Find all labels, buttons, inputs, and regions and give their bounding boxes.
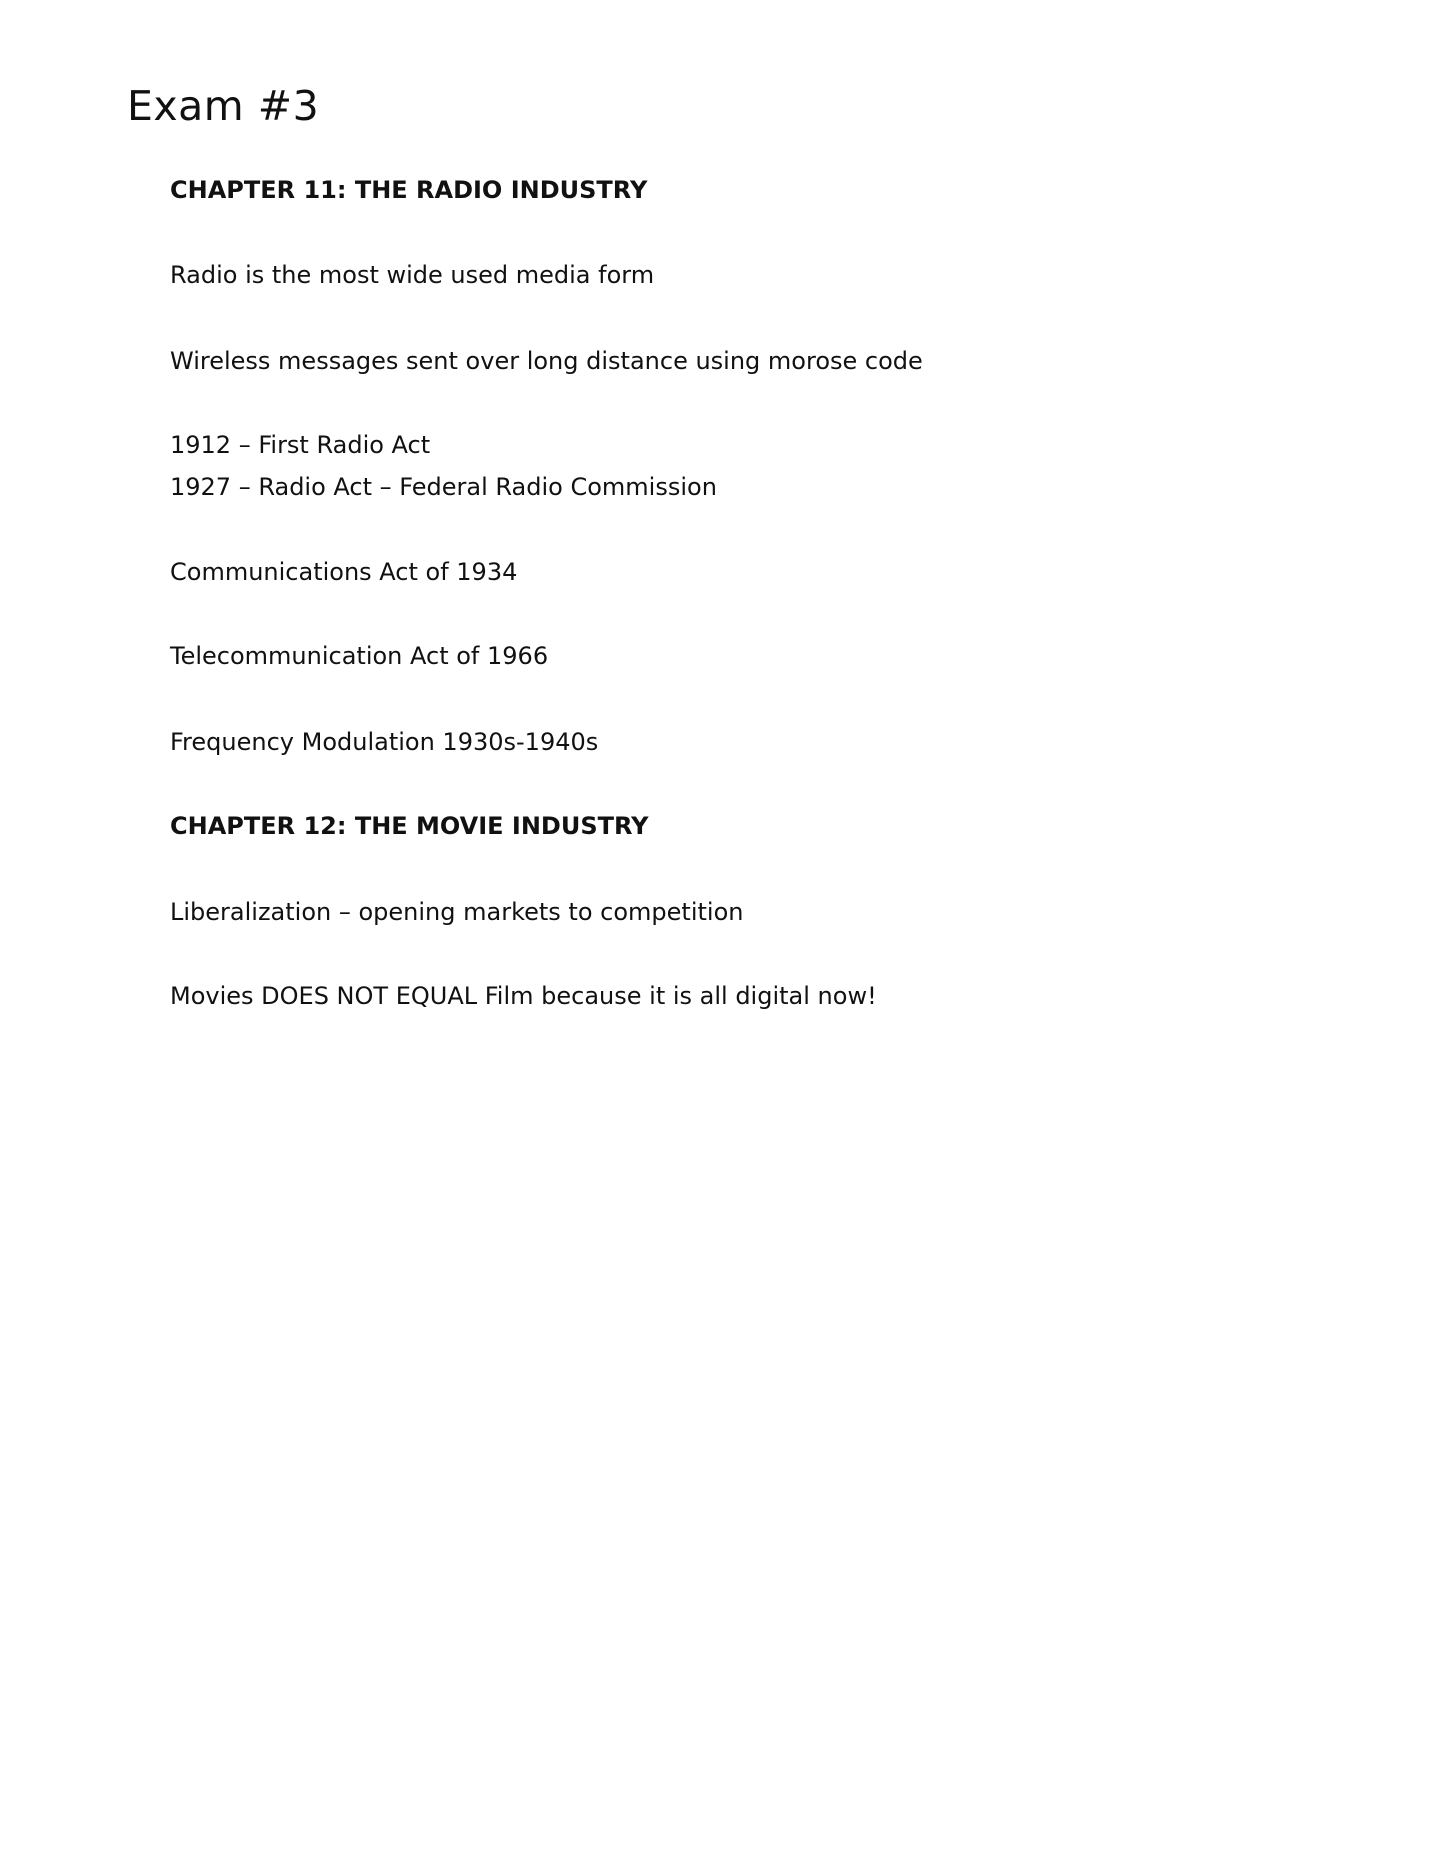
chapter-11-line: Telecommunication Act of 1966: [170, 642, 549, 670]
chapter-11-line: Wireless messages sent over long distance using morose code: [170, 347, 923, 375]
chapter-11-line: Communications Act of 1934: [170, 558, 518, 586]
chapter-12-line: Movies DOES NOT EQUAL Film because it is all digital now!: [170, 982, 877, 1010]
chapter-12-line: Liberalization – opening markets to competition: [170, 898, 744, 926]
document-title: Exam #3: [127, 82, 320, 130]
chapter-11-line: 1912 – First Radio Act: [170, 431, 431, 459]
chapter-11-heading: CHAPTER 11: THE RADIO INDUSTRY: [170, 176, 648, 204]
chapter-11-line: Frequency Modulation 1930s-1940s: [170, 728, 599, 756]
chapter-12-heading: CHAPTER 12: THE MOVIE INDUSTRY: [170, 812, 649, 840]
chapter-11-line: Radio is the most wide used media form: [170, 261, 655, 289]
chapter-11-line: 1927 – Radio Act – Federal Radio Commission: [170, 473, 717, 501]
